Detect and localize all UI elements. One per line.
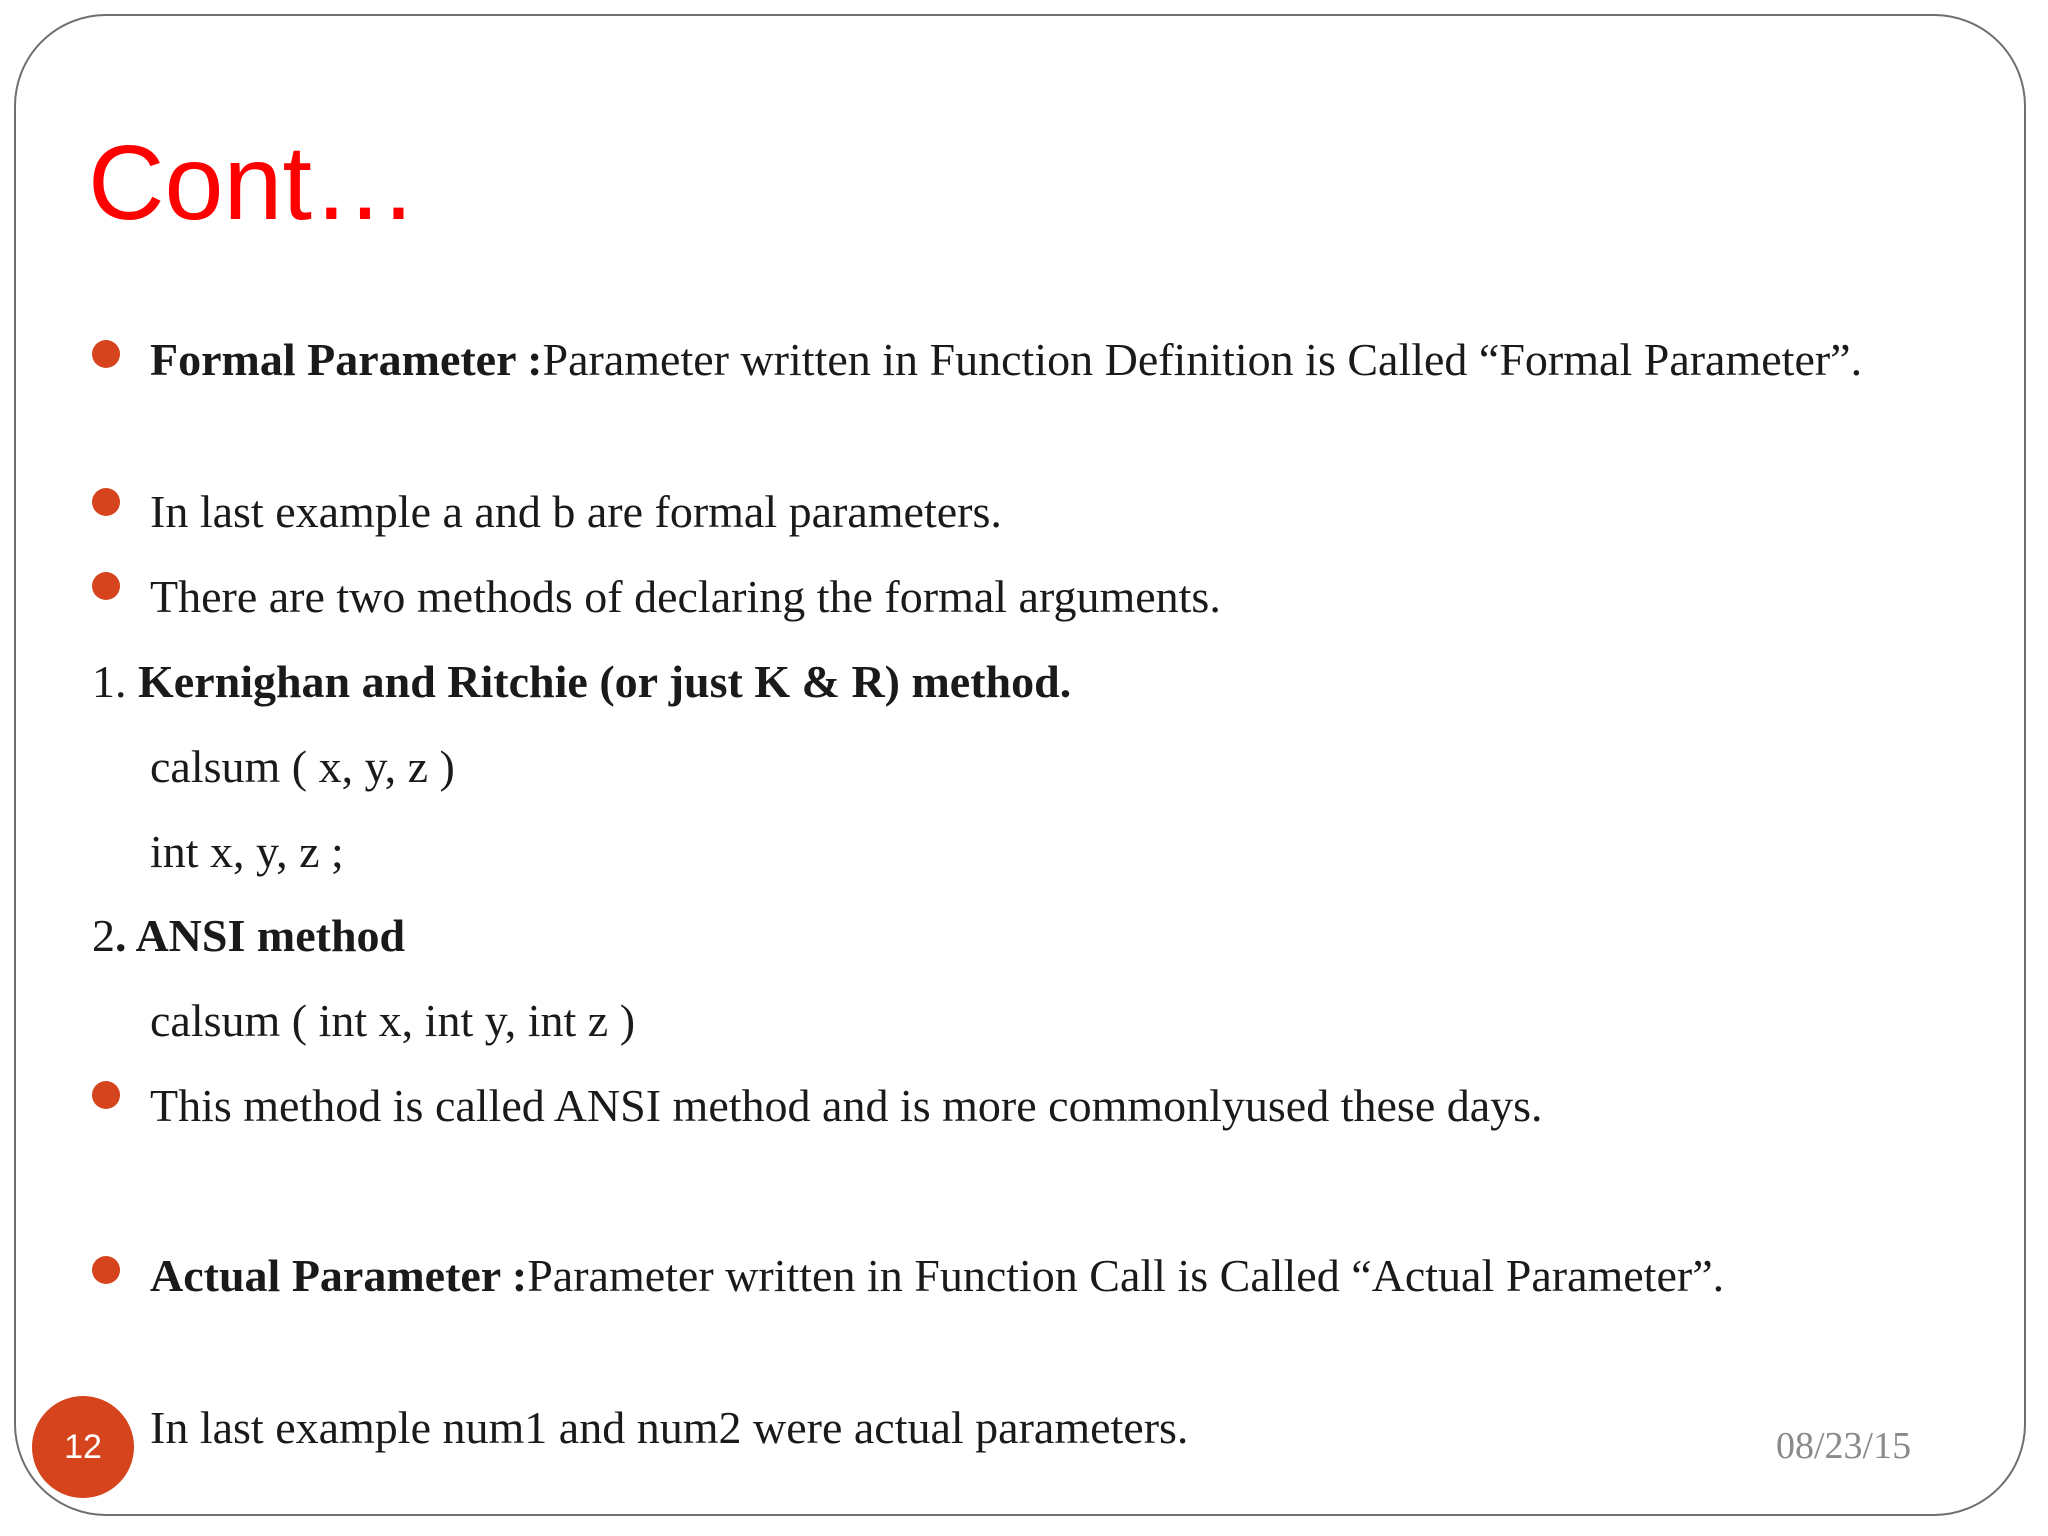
method-1-code-line-2: int x, y, z ; xyxy=(150,826,344,877)
formal-parameter-text: Parameter written in Function Definition is Called “Formal Parameter”. xyxy=(542,334,1863,385)
example-actual-item: In last example num1 and num2 were actual parameters. xyxy=(150,1402,1189,1453)
bullet-icon xyxy=(92,1081,120,1109)
ansi-note-item: This method is called ANSI method and is more commonlyused these days. xyxy=(150,1080,1543,1131)
method-1-number: 1. xyxy=(92,656,127,707)
actual-parameter-text: Parameter written in Function Call is Called “Actual Parameter”. xyxy=(527,1250,1725,1301)
actual-parameter-item xyxy=(150,1242,1910,1310)
bullet-icon xyxy=(92,340,120,368)
two-methods-item: There are two methods of declaring the formal arguments. xyxy=(150,571,1221,622)
method-1-heading xyxy=(92,648,1071,716)
bullet-icon xyxy=(92,1256,120,1284)
method-2-heading xyxy=(92,902,405,970)
method-1-title: Kernighan and Ritchie (or just K & R) method. xyxy=(138,656,1072,707)
formal-parameter-item xyxy=(150,326,1910,394)
page-number-badge: 12 xyxy=(32,1396,134,1498)
bullet-icon xyxy=(92,488,120,516)
formal-parameter-label: Formal Parameter : xyxy=(150,334,543,385)
slide-date: 08/23/15 xyxy=(1776,1425,1912,1467)
method-1-code-line-1: calsum ( x, y, z ) xyxy=(150,741,455,792)
method-2-number: 2 xyxy=(92,910,115,961)
actual-parameter-label: Actual Parameter : xyxy=(150,1250,528,1301)
example-formal-item: In last example a and b are formal parameters. xyxy=(150,486,1002,537)
bullet-icon xyxy=(92,572,120,600)
slide-title: Cont… xyxy=(88,124,418,242)
method-2-title: . ANSI method xyxy=(115,910,406,961)
method-2-code-line-1: calsum ( int x, int y, int z ) xyxy=(150,995,636,1046)
